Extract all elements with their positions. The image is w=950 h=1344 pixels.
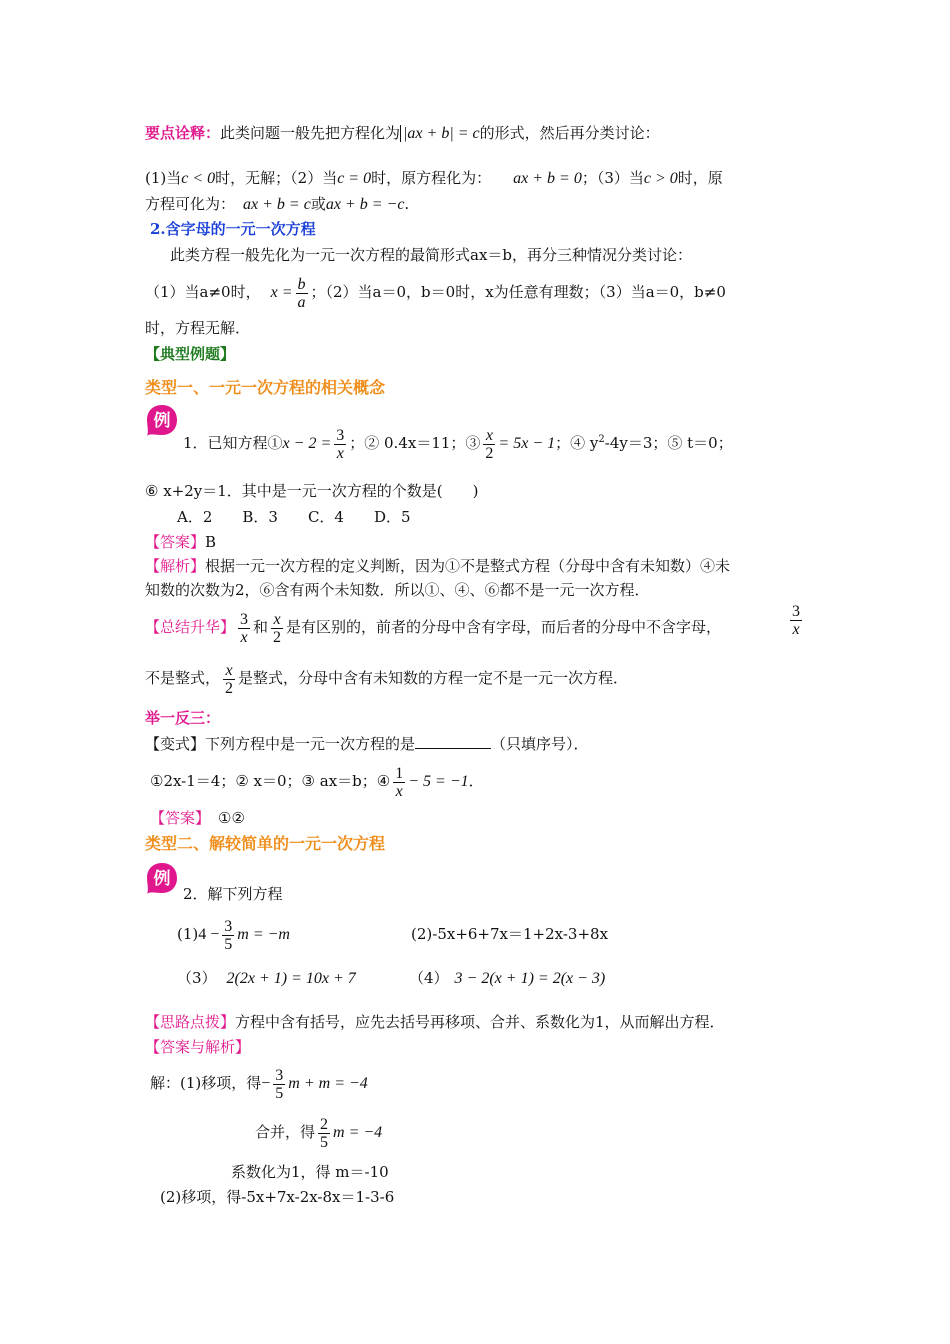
key-points-text1: 此类问题一般先把方程化为 [220, 124, 401, 142]
sol2-frac: $\frac{2}{5}$ [320, 1115, 329, 1151]
section2-end: 时，方程无解． [145, 319, 251, 337]
type1-summary2 [145, 655, 628, 701]
type1-analysis1 [145, 556, 730, 576]
sol1-text: 解：(1)移项，得 [150, 1074, 262, 1092]
s2-case2-3: ；（2）当a＝0，b＝0时，x为任意有理数；（3）当a＝0，b≠0 [310, 283, 726, 301]
kp-case3-text: 时，原 [677, 169, 723, 187]
answer-blank [415, 734, 491, 749]
kp-line3-text: 方程可化为： [145, 195, 236, 213]
q1-eq4: ；④ y [555, 434, 599, 452]
solution-step1: 解：(1)移项，得− $\frac{3}{5}$ m + m = −4 [150, 1066, 368, 1102]
summary-frac1: $\frac{3}{x}$ [240, 610, 249, 646]
analysis-label: 【解析】 [145, 557, 206, 575]
type2-title: 类型二、解较简单的一元一次方程 [145, 834, 386, 853]
variant-text: 下列方程中是一元一次方程的是 [205, 735, 416, 753]
key-points-line2 [145, 168, 723, 189]
kp-period: . [404, 195, 410, 213]
summary-frac4: $\frac{x}{2}$ [225, 661, 234, 697]
variant-options [150, 758, 484, 804]
abs-formula: |ax + b| = c [400, 125, 480, 142]
analysis-text1: 根据一元一次方程的定义判断，因为①不是整式方程（分母中含有未知数）④未 [205, 557, 731, 575]
variant-opts: ①2x-1＝4；② x＝0；③ ax＝b；④ [150, 772, 391, 790]
problem-2: (2)-5x+6+7x＝1+2x-3+8x [411, 925, 609, 943]
p4-label: （4） [409, 969, 449, 987]
variant-end: ． [468, 772, 484, 790]
variant-answer-label: 【答案】 [150, 809, 211, 827]
kp-case2-text: 时，原方程化为： [371, 169, 492, 187]
type1-question-line2: ⑥ x+2y＝1．其中是一元一次方程的个数是( ) [145, 482, 479, 500]
summary-label: 【总结升华】 [145, 618, 236, 636]
s2-x-eq: x = [270, 284, 293, 301]
type2-question: 2．解下列方程 [183, 885, 283, 903]
sol2-text: 合并，得 [255, 1123, 316, 1141]
key-points-line1 [145, 123, 660, 144]
kp-eq-pos: ax + b = c [243, 196, 311, 213]
problem-4 [409, 968, 605, 989]
s2-fraction: $\frac{b}{a}$ [297, 275, 306, 311]
variant-label: 【变式】 [145, 735, 206, 753]
kp-c-lt: c < 0 [181, 170, 216, 187]
q1-eq4-5: -4y＝3；⑤ t＝0； [604, 434, 733, 452]
inference-label: 举一反三： [145, 709, 221, 727]
kp-case2-label: 时，无解；（2）当 [215, 169, 338, 187]
p1-right: m = −m [237, 926, 290, 943]
svg-text:例: 例 [153, 411, 171, 431]
p3-label: （3） [177, 969, 217, 987]
summary-text: 是有区别的，前者的分母中含有字母，而后者的分母中不含字母， [286, 618, 722, 636]
svg-text:例: 例 [153, 869, 171, 889]
key-points-line3 [145, 194, 409, 215]
p1-left: 4 − [198, 926, 220, 943]
type1-summary1 [145, 603, 805, 651]
hint-text: 方程中含有括号，应先去括号再移项、合并、系数化为1，从而解出方程． [235, 1013, 725, 1031]
section2-cases [145, 269, 726, 315]
kp-case3-label: ；（3）当 [581, 169, 644, 187]
variant-answer [150, 808, 245, 828]
section2-intro: 此类方程一般先化为一元一次方程的最简形式ax＝b，再分三种情况分类讨论： [170, 246, 693, 264]
summary-frac2: $\frac{x}{2}$ [273, 610, 282, 646]
typical-header: 【典型例题】 [145, 345, 236, 363]
summary-frac3: $\frac{3}{x}$ [792, 603, 800, 638]
s2-case1: （1）当a≠0时， [145, 283, 261, 301]
solution-step3: 系数化为1，得 m＝-10 [231, 1163, 389, 1181]
solution-step4: (2)移项，得-5x+7x-2x-8x＝1-3-6 [160, 1188, 395, 1206]
summary2-b: 是整式，分母中含有未知数的方程一定不是一元一次方程． [238, 669, 629, 687]
summary-and: 和 [253, 618, 269, 636]
kp-eq-neg: ax + b = −c [325, 196, 405, 213]
p1-label: (1) [177, 925, 199, 943]
problem-3 [177, 968, 356, 989]
example-badge-icon-2 [146, 862, 178, 894]
type1-question [183, 415, 733, 465]
answer-value: B [205, 533, 217, 551]
variant-line [145, 734, 589, 754]
type1-answer [145, 532, 216, 552]
type1-title: 类型一、一元一次方程的相关概念 [145, 378, 386, 397]
answer-label: 【答案】 [145, 533, 206, 551]
summary2-a: 不是整式， [145, 669, 221, 687]
sol2-eq: m = −4 [333, 1124, 383, 1141]
problem-1 [177, 911, 290, 957]
kp-or: 或 [310, 195, 326, 213]
p4-eq: 3 − 2(x + 1) = 2(x − 3) [454, 970, 606, 987]
sol1-frac: $\frac{3}{5}$ [275, 1066, 284, 1102]
key-points-text2: 的形式，然后再分类讨论： [479, 124, 660, 142]
solution-label: 【答案与解析】 [145, 1038, 251, 1056]
type1-options: A．2 B．3 C．4 D．5 [177, 508, 411, 526]
q1-sup: 2 [598, 434, 605, 445]
section2-title: 2.含字母的一元一次方程 [150, 220, 316, 238]
variant-frac: $\frac{1}{x}$ [395, 764, 404, 800]
variant-answer-value: ①② [218, 809, 245, 827]
hint-label: 【思路点拨】 [145, 1013, 236, 1031]
q1-eq2: ；② 0.4x＝11；③ [349, 434, 481, 452]
type1-analysis2: 知数的次数为2，⑥含有两个未知数．所以①、④、⑥都不是一元一次方程． [145, 581, 650, 599]
variant-tail: （只填序号）． [491, 735, 589, 753]
hint-line [145, 1012, 725, 1032]
q1-eq3-right: = 5x − 1 [498, 435, 556, 452]
variant-eq-tail: − 5 = −1 [408, 773, 469, 790]
example-badge-icon [146, 404, 178, 436]
q1-eq1-left: x − 2 = [282, 435, 332, 452]
kp-eq0: ax + b = 0 [513, 170, 582, 187]
kp-c-eq: c = 0 [337, 170, 372, 187]
q1-eq1-frac: $\frac{3}{x}$ [336, 426, 345, 462]
p1-frac: $\frac{3}{5}$ [224, 917, 233, 953]
kp-case1-label: (1)当 [145, 169, 182, 187]
q1-eq3-frac: $\frac{x}{2}$ [485, 426, 494, 462]
kp-c-gt: c > 0 [643, 170, 678, 187]
solution-step2 [255, 1109, 382, 1155]
sol1-eq: m + m = −4 [288, 1075, 368, 1092]
q1-intro: 1．已知方程① [183, 434, 283, 452]
p3-eq: 2(2x + 1) = 10x + 7 [226, 970, 356, 987]
key-points-label: 要点诠释： [145, 124, 221, 142]
